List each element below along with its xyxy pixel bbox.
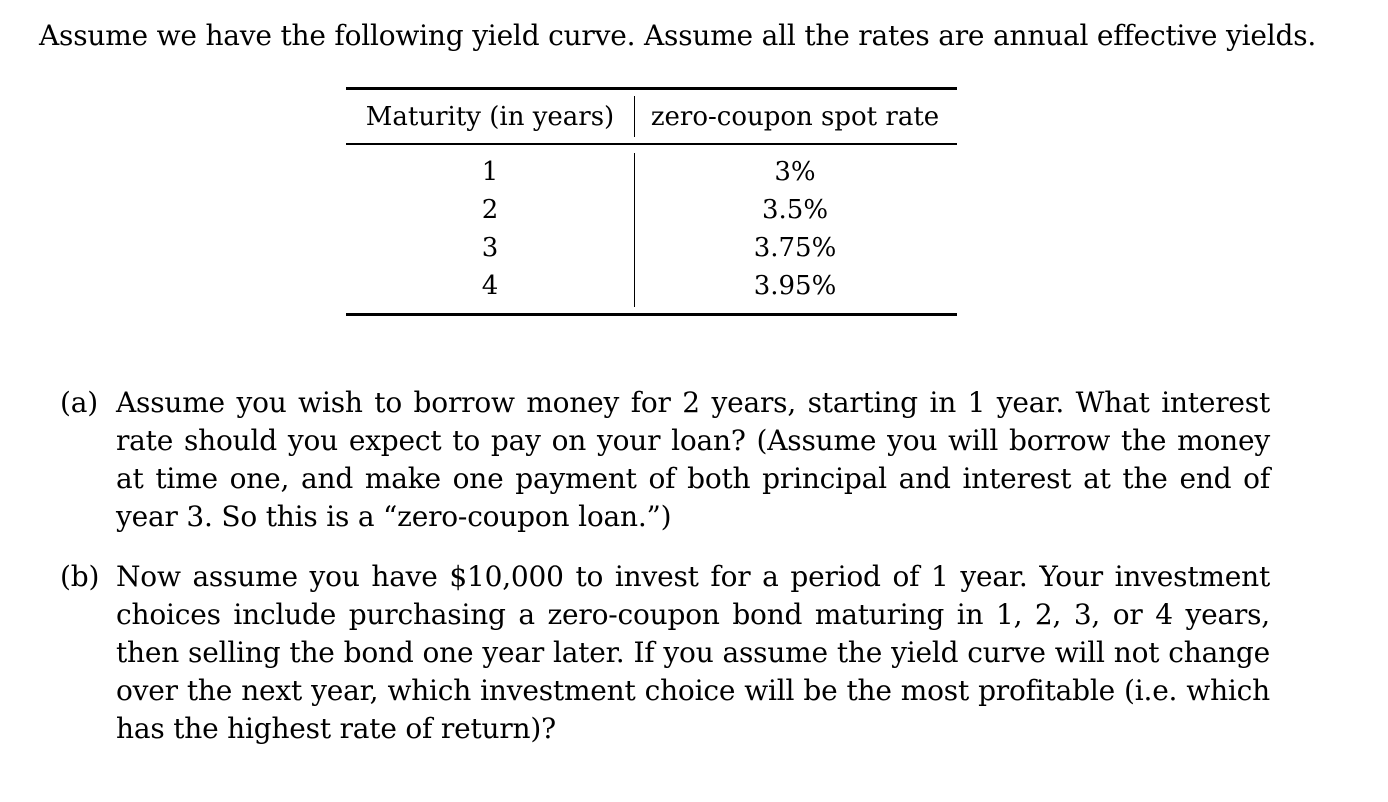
cell-spot-rate: 3.75% [753, 233, 837, 263]
question-b-label: (b) [60, 560, 100, 593]
table-row [346, 267, 957, 305]
header-maturity: Maturity (in years) [365, 101, 615, 132]
cell-spot-rate: 3.5% [761, 195, 829, 225]
table-row [346, 229, 957, 267]
table-body [346, 145, 957, 313]
cell-maturity: 3 [481, 233, 499, 263]
intro-paragraph: Assume we have the following yield curve. Assume all the rates are annual effective yields. [39, 19, 1317, 52]
question-b [60, 558, 1270, 748]
question-b-text: Now assume you have $10,000 to invest for a period of 1 year. Your investment choices include purchasing a zero-coupon bond maturing in 1, 2, 3, or 4 years, then selling the bond one year later. If you assume the yield curve will not change over the next year, which investment choice will be the most profitable (i.e. which has the highest rate of return)? [116, 560, 1270, 745]
cell-spot-rate: 3% [774, 157, 816, 187]
cell-maturity: 1 [481, 157, 499, 187]
question-list [60, 384, 1270, 748]
body-column-separator [634, 153, 635, 307]
table-row [346, 191, 957, 229]
cell-maturity: 2 [481, 195, 499, 225]
cell-spot-rate: 3.95% [753, 271, 837, 301]
question-a-label: (a) [60, 386, 98, 419]
header-spot-rate: zero-coupon spot rate [650, 101, 940, 132]
question-a-text: Assume you wish to borrow money for 2 years, starting in 1 year. What interest rate should you expect to pay on your loan? (Assume you will borrow the money at time one, and make one payment of both principal and interest at the end of year 3. So this is a “zero-coupon loan.”) [116, 386, 1270, 533]
question-a [60, 384, 1270, 536]
table-row [346, 153, 957, 191]
table-bottom-rule [346, 313, 957, 316]
cell-maturity: 4 [481, 271, 499, 301]
table-header-row [346, 90, 957, 143]
yield-curve-table [346, 87, 957, 316]
